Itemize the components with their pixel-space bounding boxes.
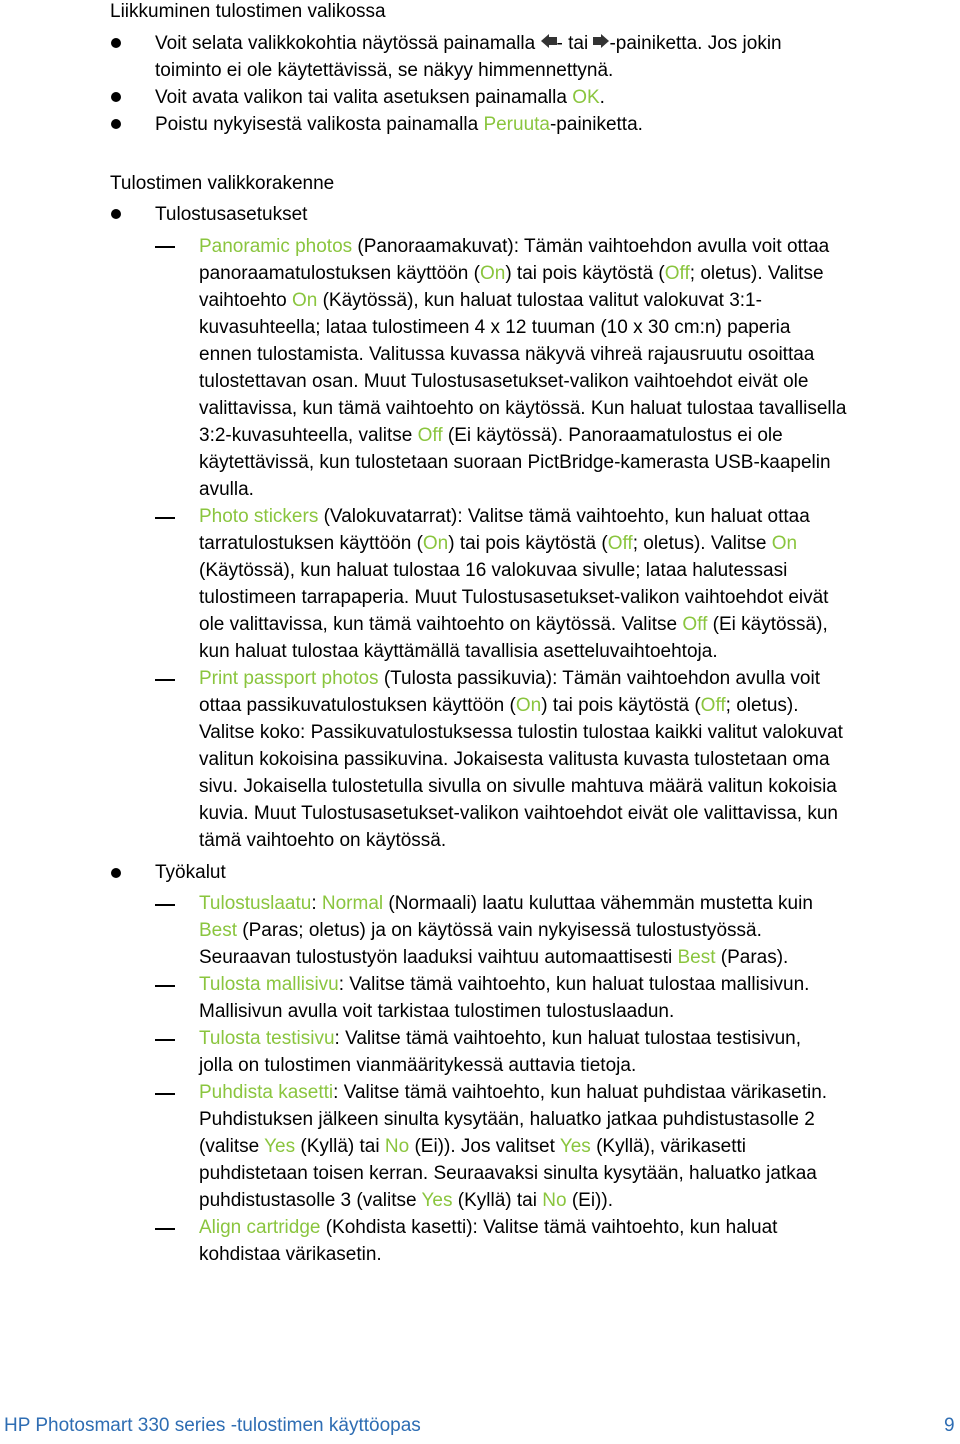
- text-line: tarratulostuksen käyttöön (On) tai pois käytöstä (Off; oletus). Valitse On: [199, 533, 798, 554]
- bullet: [111, 868, 121, 878]
- text-line: Panoramic photos (Panoraamakuvat): Tämän vaihtoehdon avulla voit ottaa: [199, 236, 830, 257]
- text-line: (valitse Yes (Kyllä) tai No (Ei)). Jos valitset Yes (Kyllä), värikasetti: [199, 1136, 747, 1157]
- text: Poistu nykyisestä valikosta painamalla: [155, 114, 484, 135]
- text-line: (Käytössä), kun haluat tulostaa 16 valokuvaa sivulle; lataa halutessasi: [199, 560, 788, 581]
- text-line: tulostettavan osan. Muut Tulostusasetukset-valikon vaihtoehdot eivät ole: [199, 371, 809, 392]
- text: Voit avata valikon tai valita asetuksen painamalla: [155, 87, 573, 108]
- left-arrow-icon: [541, 30, 557, 57]
- text: .: [599, 87, 605, 108]
- text: - tai: [556, 33, 594, 54]
- dash: [155, 985, 175, 987]
- text-line: vaihtoehto On (Käytössä), kun haluat tulostaa valitut valokuvat 3:1-: [199, 290, 762, 311]
- text-line: Puhdista kasetti: Valitse tämä vaihtoehto, kun haluat puhdistaa värikasetin.: [199, 1082, 828, 1103]
- section-title-menu-structure: Tulostimen valikkorakenne: [110, 173, 335, 194]
- dash: [155, 1228, 175, 1230]
- text-line: kohdistaa värikasetin.: [199, 1244, 382, 1265]
- text-line: ole valittavissa, kun tämä vaihtoehto on käytössä. Valitse Off (Ei käytössä),: [199, 614, 828, 635]
- text-line: ennen tulostamista. Valitussa kuvassa näkyvä vihreä rajausruutu osoittaa: [199, 344, 815, 365]
- nav-item-3: [155, 111, 643, 138]
- nav-item-1-line2: toiminto ei ole käytettävissä, se näkyy himmennettynä.: [155, 60, 614, 81]
- nav-item-1-line1: [155, 30, 782, 57]
- dash: [155, 246, 175, 248]
- text-line: Photo stickers (Valokuvatarrat): Valitse tämä vaihtoehto, kun haluat ottaa: [199, 506, 810, 527]
- dash: [155, 1039, 175, 1041]
- text-line: tulostimeen tarrapaperia. Muut Tulostusasetukset-valikon vaihtoehdot eivät: [199, 587, 829, 608]
- dash: [155, 517, 175, 519]
- text-line: avulla.: [199, 479, 254, 500]
- text-line: valitun kokoisina passikuvina. Jokaisesta valitusta kuvasta tulostetaan oma: [199, 749, 830, 770]
- page-number: 9: [944, 1415, 955, 1436]
- text-line: Print passport photos (Tulosta passikuvia): Tämän vaihtoehdon avulla voit: [199, 668, 820, 689]
- text-line: Best (Paras; oletus) ja on käytössä vain nykyisessä tulostustyössä.: [199, 920, 762, 941]
- text-line: puhdistetaan toisen kerran. Seuraavaksi sinulta kysytään, haluatko jatkaa: [199, 1163, 817, 1184]
- section-title-navigation: Liikkuminen tulostimen valikossa: [110, 1, 386, 22]
- text-line: valittavissa, kun tämä vaihtoehto on käytössä. Kun haluat tulostaa tavallisella: [199, 398, 847, 419]
- text-line: Valitse koko: Passikuvatulostuksessa tulostin tulostaa kaikki valitut valokuvat: [199, 722, 843, 743]
- text-line: ottaa passikuvatulostuksen käyttöön (On) tai pois käytöstä (Off; oletus).: [199, 695, 799, 716]
- group-tools: Työkalut: [155, 862, 226, 883]
- text-line: Tulosta mallisivu: Valitse tämä vaihtoehto, kun haluat tulostaa mallisivun.: [199, 974, 810, 995]
- text-line: kuvasuhteella; lataa tulostimeen 4 x 12 tuuman (10 x 30 cm:n) paperia: [199, 317, 791, 338]
- footer-title: HP Photosmart 330 series -tulostimen käyttöopas: [4, 1415, 421, 1436]
- text-line: puhdistustasolle 3 (valitse Yes (Kyllä) tai No (Ei)).: [199, 1190, 613, 1211]
- ok-key-label: OK: [572, 87, 600, 108]
- text-line: kun haluat tulostaa käyttämällä tavallisia asetteluvaihtoehtoja.: [199, 641, 718, 662]
- bullet: [111, 209, 121, 219]
- text-line: Tulostuslaatu: Normal (Normaali) laatu kuluttaa vähemmän mustetta kuin: [199, 893, 813, 914]
- bullet: [111, 92, 121, 102]
- text: -painiketta.: [549, 114, 643, 135]
- group-print-settings: Tulostusasetukset: [155, 204, 308, 225]
- text-line: Tulosta testisivu: Valitse tämä vaihtoehto, kun haluat tulostaa testisivun,: [199, 1028, 801, 1049]
- text-line: sivu. Jokaisella tulostetulla sivulla on sivulle mahtuva määrä valitun kokoisia: [199, 776, 837, 797]
- text-line: Seuraavan tulostustyön laaduksi vaihtuu automaattisesti Best (Paras).: [199, 947, 789, 968]
- dash: [155, 679, 175, 681]
- text-line: jolla on tulostimen vianmääritykessä auttavia tietoja.: [199, 1055, 637, 1076]
- text-line: Mallisivun avulla voit tarkistaa tulostimen tulostuslaadun.: [199, 1001, 675, 1022]
- bullet: [111, 119, 121, 129]
- text: Voit selata valikkokohtia näytössä painamalla: [155, 33, 541, 54]
- text-line: tämä vaihtoehto on käytössä.: [199, 830, 447, 851]
- text: -painiketta. Jos jokin: [609, 33, 782, 54]
- text-line: käytettävissä, kun tulostetaan suoraan PictBridge-kamerasta USB-kaapelin: [199, 452, 831, 473]
- dash: [155, 904, 175, 906]
- text-line: 3:2-kuvasuhteella, valitse Off (Ei käytössä). Panoraamatulostus ei ole: [199, 425, 783, 446]
- cancel-key-label: Peruuta: [483, 114, 550, 135]
- right-arrow-icon: [593, 30, 609, 57]
- dash: [155, 1093, 175, 1095]
- text-line: panoraamatulostuksen käyttöön (On) tai pois käytöstä (Off; oletus). Valitse: [199, 263, 824, 284]
- text-line: Align cartridge (Kohdista kasetti): Valitse tämä vaihtoehto, kun haluat: [199, 1217, 778, 1238]
- text-line: Puhdistuksen jälkeen sinulta kysytään, haluatko jatkaa puhdistustasolle 2: [199, 1109, 815, 1130]
- bullet: [111, 38, 121, 48]
- nav-item-2: [155, 84, 605, 111]
- text-line: kuvia. Muut Tulostusasetukset-valikon vaihtoehdot eivät ole valittavissa, kun: [199, 803, 838, 824]
